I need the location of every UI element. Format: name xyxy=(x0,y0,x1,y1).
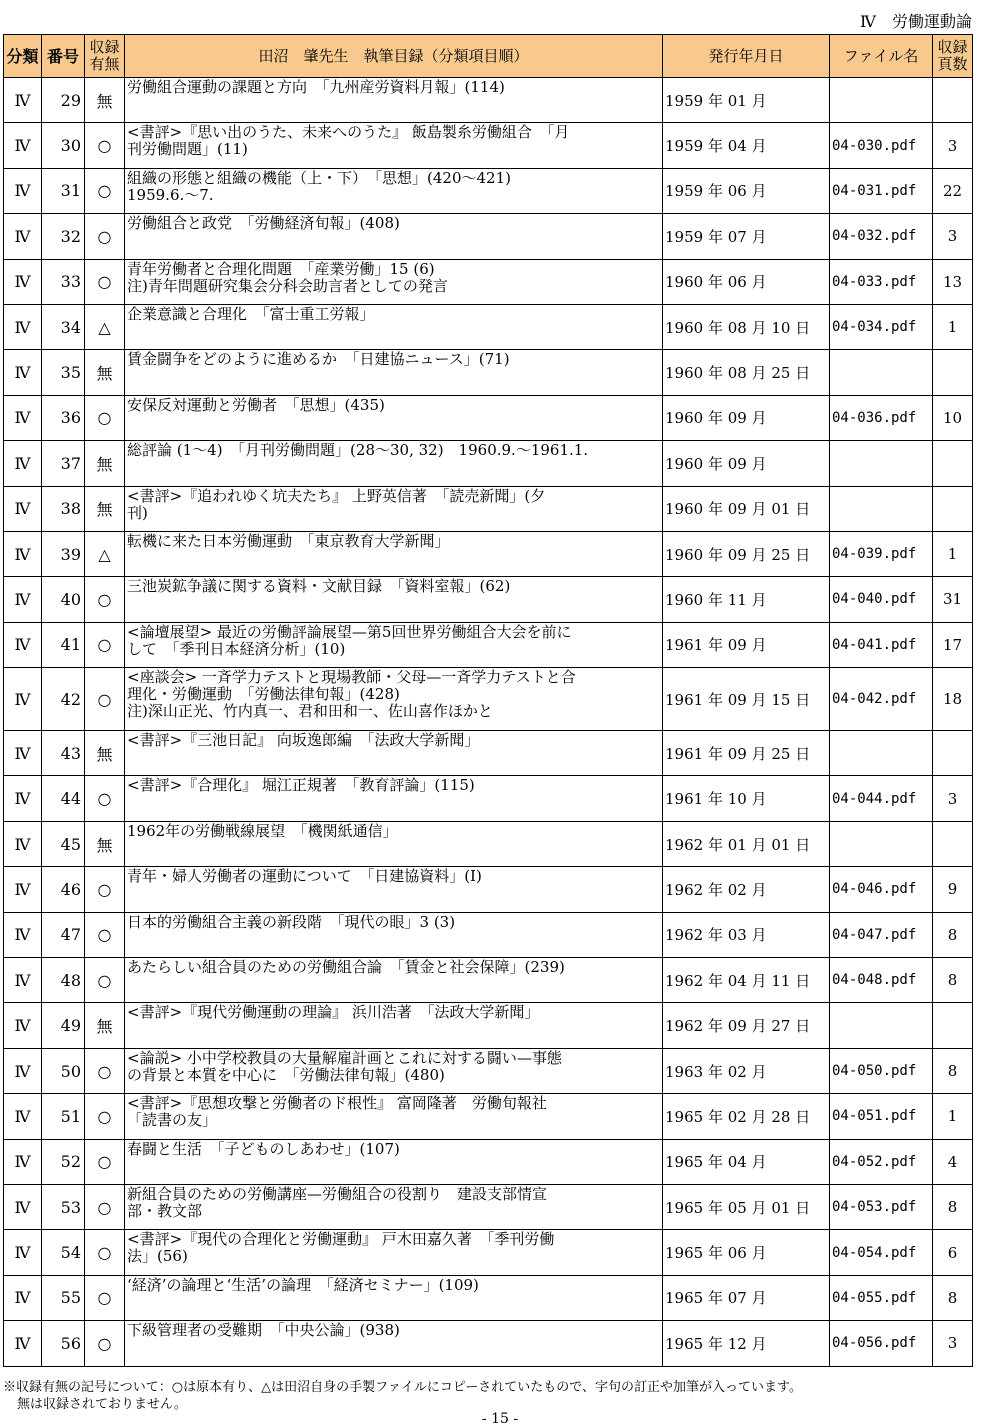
cell-title-line: 組織の形態と組織の機能（上・下） 「思想」(420～421) xyxy=(127,168,511,187)
cell-title xyxy=(125,304,663,349)
cell-date: 1961 年 10 月 xyxy=(663,776,830,821)
table-row xyxy=(4,577,973,622)
cell-recorded: ○ xyxy=(85,912,125,957)
cell-title-line: 刊労働問題」(11) xyxy=(127,140,248,159)
table-row xyxy=(4,486,973,531)
cell-pages xyxy=(933,441,973,486)
table-row xyxy=(4,1048,973,1093)
header-date: 発行年月日 xyxy=(663,35,830,78)
cell-pages: 8 xyxy=(933,1184,973,1229)
table-row xyxy=(4,1184,973,1229)
table-row xyxy=(4,214,973,259)
cell-title-line: 転機に来た日本労働運動 「東京教育大学新聞」 xyxy=(127,531,450,550)
cell-category: Ⅳ xyxy=(4,259,42,304)
cell-number: 46 xyxy=(42,867,85,912)
cell-date: 1959 年 04 月 xyxy=(663,123,830,168)
cell-file: 04-055.pdf xyxy=(830,1275,933,1320)
cell-category: Ⅳ xyxy=(4,1003,42,1048)
cell-recorded: ○ xyxy=(85,1048,125,1093)
cell-date: 1962 年 03 月 xyxy=(663,912,830,957)
cell-title-line: <書評>『追われゆく坑夫たち』 上野英信著 「読売新聞」(夕 xyxy=(127,486,546,505)
table-row xyxy=(4,622,973,667)
cell-recorded: ○ xyxy=(85,214,125,259)
cell-pages: 1 xyxy=(933,304,973,349)
cell-number: 55 xyxy=(42,1275,85,1320)
cell-title-line: 注)深山正光、竹内真一、君和田和一、佐山喜作ほかと xyxy=(127,702,493,721)
cell-recorded: 無 xyxy=(85,821,125,866)
cell-date: 1965 年 05 月 01 日 xyxy=(663,1184,830,1229)
cell-file: 04-039.pdf xyxy=(830,531,933,576)
cell-title-line: <書評>『三池日記』 向坂逸郎編 「法政大学新聞」 xyxy=(127,731,480,750)
cell-pages xyxy=(933,486,973,531)
table-row xyxy=(4,1275,973,1320)
cell-recorded: ○ xyxy=(85,867,125,912)
cell-title xyxy=(125,123,663,168)
header-recorded-label: 収録有無 xyxy=(89,38,120,73)
cell-date: 1961 年 09 月 25 日 xyxy=(663,731,830,776)
cell-number: 48 xyxy=(42,958,85,1003)
cell-date: 1960 年 06 月 xyxy=(663,259,830,304)
cell-recorded: ○ xyxy=(85,1139,125,1184)
cell-recorded: ○ xyxy=(85,668,125,731)
header-title: 田沼 肇先生 執筆目録（分類項目順） xyxy=(125,35,663,78)
cell-recorded: ○ xyxy=(85,577,125,622)
cell-category: Ⅳ xyxy=(4,668,42,731)
cell-pages: 1 xyxy=(933,1094,973,1139)
table-row xyxy=(4,821,973,866)
cell-title-line: <論壇展望> 最近の労働評論展望—第5回世界労働組合大会を前に xyxy=(127,622,572,641)
cell-number: 40 xyxy=(42,577,85,622)
cell-recorded: ○ xyxy=(85,622,125,667)
cell-pages: 3 xyxy=(933,1321,973,1366)
cell-title-line: して 「季刊日本経済分析」(10) xyxy=(127,639,346,658)
table-row xyxy=(4,867,973,912)
cell-category: Ⅳ xyxy=(4,214,42,259)
cell-file: 04-051.pdf xyxy=(830,1094,933,1139)
table-row xyxy=(4,776,973,821)
cell-date: 1965 年 04 月 xyxy=(663,1139,830,1184)
cell-file: 04-050.pdf xyxy=(830,1048,933,1093)
cell-number: 53 xyxy=(42,1184,85,1229)
cell-number: 31 xyxy=(42,168,85,213)
table-row xyxy=(4,441,973,486)
cell-title xyxy=(125,776,663,821)
cell-title xyxy=(125,912,663,957)
section-title: Ⅳ 労働運動論 xyxy=(860,12,972,31)
cell-number: 52 xyxy=(42,1139,85,1184)
cell-pages: 8 xyxy=(933,1048,973,1093)
cell-pages: 3 xyxy=(933,214,973,259)
cell-title xyxy=(125,958,663,1003)
cell-title-line: 労働組合運動の課題と方向 「九州産労資料月報」(114) xyxy=(127,78,505,96)
cell-number: 51 xyxy=(42,1094,85,1139)
table-row xyxy=(4,168,973,213)
cell-number: 49 xyxy=(42,1003,85,1048)
cell-date: 1965 年 06 月 xyxy=(663,1230,830,1275)
cell-title xyxy=(125,214,663,259)
cell-pages: 8 xyxy=(933,912,973,957)
cell-file: 04-032.pdf xyxy=(830,214,933,259)
cell-number: 36 xyxy=(42,395,85,440)
cell-title-line: ‘経済’の論理と‘生活’の論理 「経済セミナー」(109) xyxy=(127,1275,479,1294)
cell-title xyxy=(125,577,663,622)
cell-file: 04-036.pdf xyxy=(830,395,933,440)
cell-category: Ⅳ xyxy=(4,1275,42,1320)
cell-title-line: 賃金闘争をどのように進めるか 「日建協ニュース」(71) xyxy=(127,350,510,369)
cell-pages xyxy=(933,78,973,123)
cell-recorded: 無 xyxy=(85,1003,125,1048)
cell-title-line: 「読書の友」 xyxy=(127,1111,218,1130)
table-row xyxy=(4,912,973,957)
cell-category: Ⅳ xyxy=(4,867,42,912)
table-row xyxy=(4,1230,973,1275)
page-number: - 15 - xyxy=(481,1411,519,1427)
cell-file: 04-052.pdf xyxy=(830,1139,933,1184)
cell-title-line: 注)青年問題研究集会分科会助言者としての発言 xyxy=(127,276,448,295)
table-row xyxy=(4,259,973,304)
cell-title xyxy=(125,1275,663,1320)
cell-file xyxy=(830,486,933,531)
cell-recorded: ○ xyxy=(85,1321,125,1366)
cell-category: Ⅳ xyxy=(4,958,42,1003)
cell-title xyxy=(125,1048,663,1093)
cell-title xyxy=(125,622,663,667)
cell-date: 1960 年 09 月 xyxy=(663,395,830,440)
cell-title xyxy=(125,821,663,866)
cell-category: Ⅳ xyxy=(4,531,42,576)
cell-title xyxy=(125,350,663,395)
cell-date: 1961 年 09 月 15 日 xyxy=(663,668,830,731)
cell-number: 47 xyxy=(42,912,85,957)
cell-category: Ⅳ xyxy=(4,731,42,776)
table-row xyxy=(4,958,973,1003)
cell-number: 54 xyxy=(42,1230,85,1275)
cell-title-line: 労働組合と政党 「労働経済旬報」(408) xyxy=(127,214,400,233)
cell-category: Ⅳ xyxy=(4,821,42,866)
cell-number: 44 xyxy=(42,776,85,821)
cell-file: 04-056.pdf xyxy=(830,1321,933,1366)
cell-pages: 17 xyxy=(933,622,973,667)
cell-category: Ⅳ xyxy=(4,78,42,123)
legend-note-line-2: 無は収録されておりません。 xyxy=(17,1397,187,1412)
cell-number: 41 xyxy=(42,622,85,667)
cell-title-line: 企業意識と合理化 「富士重工労報」 xyxy=(127,304,375,323)
cell-title-line: 青年・婦人労働者の運動について 「日建協資料」(Ⅰ) xyxy=(127,867,482,886)
cell-recorded: △ xyxy=(85,304,125,349)
cell-pages xyxy=(933,1003,973,1048)
cell-number: 32 xyxy=(42,214,85,259)
cell-title-line: 1959.6.～7. xyxy=(127,185,214,204)
cell-title-line: 総評論 (1～4) 「月刊労働問題」(28～30, 32) 1960.9.～1961.1. xyxy=(127,441,589,460)
cell-category: Ⅳ xyxy=(4,1230,42,1275)
cell-number: 39 xyxy=(42,531,85,576)
catalog-table xyxy=(3,34,973,1367)
cell-title-line: <書評>『思い出のうた、未来へのうた』 飯島製糸労働組合 「月 xyxy=(127,123,570,142)
cell-category: Ⅳ xyxy=(4,350,42,395)
cell-file: 04-047.pdf xyxy=(830,912,933,957)
cell-title-line: <書評>『思想攻撃と労働者のド根性』 富岡隆著 労働旬報社 xyxy=(127,1094,547,1113)
cell-pages: 31 xyxy=(933,577,973,622)
cell-title-line: 下級管理者の受難期 「中央公論」(938) xyxy=(127,1321,400,1340)
cell-date: 1960 年 08 月 25 日 xyxy=(663,350,830,395)
cell-title xyxy=(125,78,663,123)
cell-title xyxy=(125,1321,663,1366)
cell-category: Ⅳ xyxy=(4,1094,42,1139)
cell-date: 1962 年 04 月 11 日 xyxy=(663,958,830,1003)
cell-category: Ⅳ xyxy=(4,168,42,213)
legend-notes xyxy=(3,1379,802,1413)
cell-category: Ⅳ xyxy=(4,577,42,622)
cell-file xyxy=(830,78,933,123)
table-row xyxy=(4,1003,973,1048)
cell-date: 1960 年 09 月 25 日 xyxy=(663,531,830,576)
header-number: 番号 xyxy=(42,35,85,78)
cell-category: Ⅳ xyxy=(4,441,42,486)
cell-category: Ⅳ xyxy=(4,622,42,667)
table-row xyxy=(4,1094,973,1139)
cell-pages: 6 xyxy=(933,1230,973,1275)
cell-recorded: ○ xyxy=(85,168,125,213)
cell-title xyxy=(125,1139,663,1184)
cell-file xyxy=(830,441,933,486)
table-row xyxy=(4,123,973,168)
cell-file: 04-048.pdf xyxy=(830,958,933,1003)
cell-date: 1961 年 09 月 xyxy=(663,622,830,667)
cell-title-line: 春闘と生活 「子どものしあわせ」(107) xyxy=(127,1139,400,1158)
cell-pages: 3 xyxy=(933,776,973,821)
header-recorded xyxy=(85,35,125,78)
cell-recorded: 無 xyxy=(85,441,125,486)
cell-number: 42 xyxy=(42,668,85,731)
cell-title-line: 新組合員のための労働講座—労働組合の役割り 建設支部情宣 xyxy=(127,1184,548,1203)
cell-title-line: あたらしい組合員のための労働組合論 「賃金と社会保障」(239) xyxy=(127,958,565,977)
cell-number: 35 xyxy=(42,350,85,395)
cell-category: Ⅳ xyxy=(4,1048,42,1093)
cell-date: 1959 年 06 月 xyxy=(663,168,830,213)
cell-number: 45 xyxy=(42,821,85,866)
cell-title xyxy=(125,1094,663,1139)
cell-recorded: ○ xyxy=(85,123,125,168)
cell-title xyxy=(125,168,663,213)
cell-recorded: 無 xyxy=(85,486,125,531)
cell-title xyxy=(125,1184,663,1229)
cell-pages: 1 xyxy=(933,531,973,576)
cell-title-line: 刊) xyxy=(127,503,148,522)
cell-file: 04-054.pdf xyxy=(830,1230,933,1275)
cell-date: 1965 年 12 月 xyxy=(663,1321,830,1366)
cell-title xyxy=(125,441,663,486)
cell-number: 29 xyxy=(42,78,85,123)
cell-title xyxy=(125,486,663,531)
table-row xyxy=(4,531,973,576)
cell-date: 1963 年 02 月 xyxy=(663,1048,830,1093)
cell-title-line: <書評>『現代の合理化と労働運動』 戸木田嘉久著 「季刊労働 xyxy=(127,1230,555,1249)
cell-category: Ⅳ xyxy=(4,486,42,531)
cell-number: 37 xyxy=(42,441,85,486)
cell-number: 30 xyxy=(42,123,85,168)
cell-title-line: <書評>『合理化』 堀江正規著 「教育評論」(115) xyxy=(127,776,475,795)
cell-date: 1959 年 07 月 xyxy=(663,214,830,259)
cell-pages: 8 xyxy=(933,958,973,1003)
cell-date: 1962 年 09 月 27 日 xyxy=(663,1003,830,1048)
cell-recorded: ○ xyxy=(85,1094,125,1139)
cell-pages: 3 xyxy=(933,123,973,168)
table-row xyxy=(4,731,973,776)
cell-number: 38 xyxy=(42,486,85,531)
cell-date: 1960 年 09 月 01 日 xyxy=(663,486,830,531)
cell-file xyxy=(830,350,933,395)
cell-file: 04-053.pdf xyxy=(830,1184,933,1229)
cell-date: 1965 年 02 月 28 日 xyxy=(663,1094,830,1139)
cell-recorded: ○ xyxy=(85,395,125,440)
table-row xyxy=(4,668,973,731)
cell-category: Ⅳ xyxy=(4,123,42,168)
cell-file: 04-046.pdf xyxy=(830,867,933,912)
cell-date: 1965 年 07 月 xyxy=(663,1275,830,1320)
cell-title-line: 青年労働者と合理化問題 「産業労働」15 (6) xyxy=(127,259,435,278)
header-category: 分類 xyxy=(4,35,42,78)
cell-recorded: ○ xyxy=(85,776,125,821)
cell-title-line: <座談会> 一斉学力テストと現場教師・父母—一斉学力テストと合 xyxy=(127,668,576,687)
cell-file: 04-041.pdf xyxy=(830,622,933,667)
cell-pages: 9 xyxy=(933,867,973,912)
cell-pages: 10 xyxy=(933,395,973,440)
cell-title-line: 法」(56) xyxy=(127,1247,188,1266)
cell-pages xyxy=(933,821,973,866)
cell-pages: 13 xyxy=(933,259,973,304)
header-row xyxy=(4,35,973,78)
cell-pages xyxy=(933,350,973,395)
cell-title-line: 1962年の労働戦線展望 「機関紙通信」 xyxy=(127,821,398,840)
table-row xyxy=(4,1321,973,1366)
cell-category: Ⅳ xyxy=(4,1321,42,1366)
cell-file: 04-033.pdf xyxy=(830,259,933,304)
cell-title-line: 三池炭鉱争議に関する資料・文献目録 「資料室報」(62) xyxy=(127,577,511,596)
cell-date: 1960 年 08 月 10 日 xyxy=(663,304,830,349)
cell-date: 1962 年 02 月 xyxy=(663,867,830,912)
cell-number: 33 xyxy=(42,259,85,304)
cell-file xyxy=(830,821,933,866)
cell-title xyxy=(125,668,663,731)
cell-recorded: ○ xyxy=(85,259,125,304)
cell-recorded: △ xyxy=(85,531,125,576)
cell-date: 1962 年 01 月 01 日 xyxy=(663,821,830,866)
cell-title xyxy=(125,867,663,912)
cell-number: 56 xyxy=(42,1321,85,1366)
header-pages xyxy=(933,35,973,78)
cell-recorded: 無 xyxy=(85,350,125,395)
table-row xyxy=(4,395,973,440)
cell-title xyxy=(125,531,663,576)
cell-date: 1960 年 09 月 xyxy=(663,441,830,486)
cell-title xyxy=(125,259,663,304)
table-body xyxy=(4,78,973,1367)
cell-category: Ⅳ xyxy=(4,776,42,821)
legend-note-line-1: ※収録有無の記号について：○は原本有り、△は田沼自身の手製ファイルにコピーされていたもので、字句の訂正や加筆が入っています。 xyxy=(3,1380,803,1395)
cell-category: Ⅳ xyxy=(4,1184,42,1229)
header-pages-label: 収録頁数 xyxy=(937,38,968,73)
table-row xyxy=(4,78,973,123)
cell-recorded: 無 xyxy=(85,78,125,123)
cell-title xyxy=(125,395,663,440)
cell-title-line: 安保反対運動と労働者 「思想」(435) xyxy=(127,395,385,414)
cell-title-line: 部・教文部 xyxy=(127,1201,203,1220)
cell-pages: 22 xyxy=(933,168,973,213)
cell-file: 04-034.pdf xyxy=(830,304,933,349)
cell-file xyxy=(830,731,933,776)
cell-pages: 8 xyxy=(933,1275,973,1320)
cell-category: Ⅳ xyxy=(4,1139,42,1184)
cell-category: Ⅳ xyxy=(4,912,42,957)
cell-title-line: <論説> 小中学校教員の大量解雇計画とこれに対する闘い—事態 xyxy=(127,1048,562,1067)
cell-file: 04-042.pdf xyxy=(830,668,933,731)
cell-title-line: <書評>『現代労働運動の理論』 浜川浩著 「法政大学新聞」 xyxy=(127,1003,540,1022)
header-file: ファイル名 xyxy=(830,35,933,78)
cell-title-line: の背景と本質を中心に 「労働法律旬報」(480) xyxy=(127,1065,445,1084)
cell-title xyxy=(125,1230,663,1275)
cell-category: Ⅳ xyxy=(4,395,42,440)
cell-title-line: 理化・労働運動 「労働法律旬報」(428) xyxy=(127,685,400,704)
cell-recorded: ○ xyxy=(85,958,125,1003)
cell-title xyxy=(125,731,663,776)
table-row xyxy=(4,350,973,395)
cell-title xyxy=(125,1003,663,1048)
cell-pages xyxy=(933,731,973,776)
cell-file: 04-031.pdf xyxy=(830,168,933,213)
cell-number: 50 xyxy=(42,1048,85,1093)
cell-recorded: ○ xyxy=(85,1275,125,1320)
cell-file xyxy=(830,1003,933,1048)
cell-file: 04-040.pdf xyxy=(830,577,933,622)
cell-date: 1959 年 01 月 xyxy=(663,78,830,123)
cell-date: 1960 年 11 月 xyxy=(663,577,830,622)
cell-category: Ⅳ xyxy=(4,304,42,349)
cell-recorded: ○ xyxy=(85,1230,125,1275)
cell-recorded: 無 xyxy=(85,731,125,776)
cell-file: 04-044.pdf xyxy=(830,776,933,821)
cell-recorded: ○ xyxy=(85,1184,125,1229)
cell-number: 34 xyxy=(42,304,85,349)
table-row xyxy=(4,1139,973,1184)
cell-title-line: 日本的労働組合主義の新段階 「現代の眼」3 (3) xyxy=(127,912,456,931)
cell-file: 04-030.pdf xyxy=(830,123,933,168)
cell-pages: 4 xyxy=(933,1139,973,1184)
cell-pages: 18 xyxy=(933,668,973,731)
cell-number: 43 xyxy=(42,731,85,776)
table-row xyxy=(4,304,973,349)
